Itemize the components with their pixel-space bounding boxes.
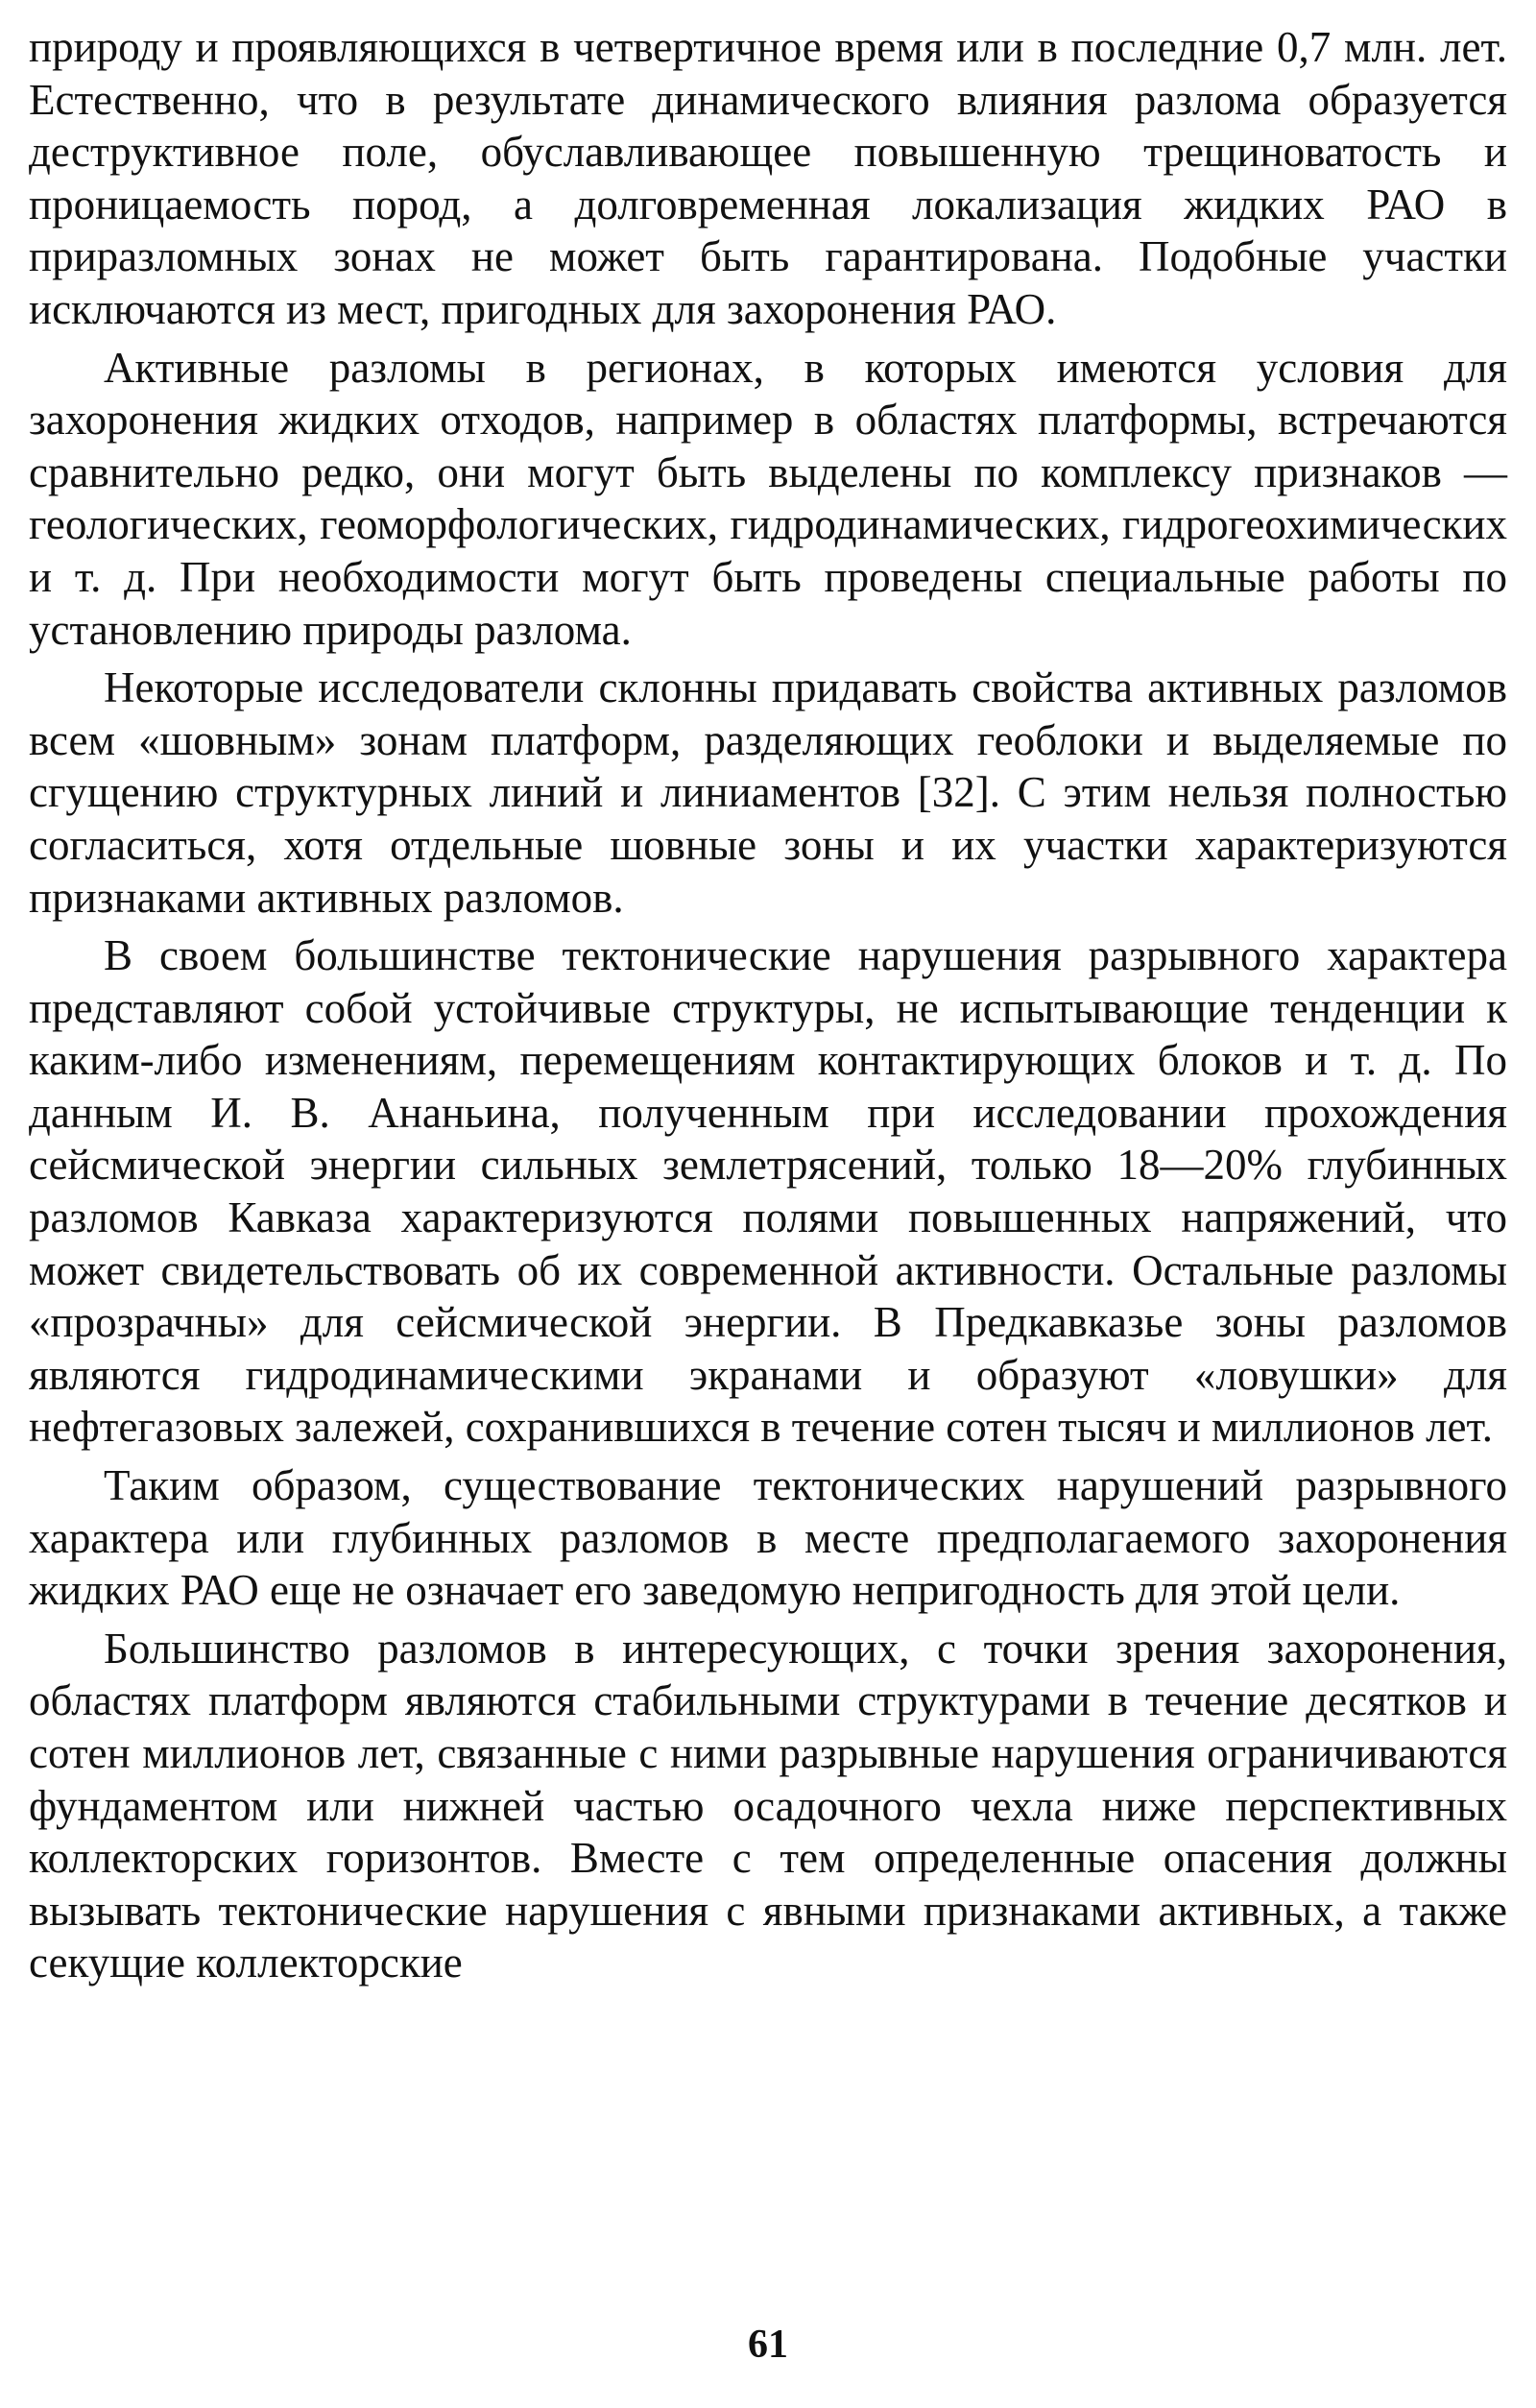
paragraph-5: Таким образом, существование тектонических нарушений разрывного характера или глубинных разломов в месте предполагаемого захоронения жидких РАО еще не означает его заведомую непригодность для этой цели.	[29, 1461, 1507, 1615]
page-number: 61	[748, 2323, 788, 2367]
page-body	[29, 21, 1507, 1989]
paragraph-3: Некоторые исследователи склонны придавать свойства активных разломов всем «шовным» зонам платформ, разделяющих геоблоки и выделяемые по сгущению структурных линий и линиаментов [32]. С этим нельзя полностью согласиться, хотя отдельные шовные зоны и их участки характеризуются признаками активных разломов.	[29, 663, 1507, 922]
paragraph-1: природу и проявляющихся в четвертичное время или в последние 0,7 млн. лет. Естественно, что в результате динамического влияния разлома образуется деструктивное поле, обуславливающее повышенную трещиноватость и проницаемость пород, а долговременная локализация жидких РАО в приразломных зонах не может быть гарантирована. Подобные участки исключаются из мест, пригодных для захоронения РАО.	[29, 23, 1507, 333]
paragraph-6: Большинство разломов в интересующих, с точки зрения захоронения, областях платформ являются стабильными структурами в течение десятков и сотен миллионов лет, связанные с ними разрывные нарушения ограничиваются фундаментом или нижней частью осадочного чехла ниже перспективных коллекторских горизонтов. Вместе с тем определенные опасения должны вызывать тектонические нарушения с явными признаками активных, а также секущие коллекторские	[29, 1624, 1507, 1987]
paragraph-2: Активные разломы в регионах, в которых имеются условия для захоронения жидких отходов, например в областях платформы, встречаются сравнительно редко, они могут быть выделены по комплексу признаков — геологических, геоморфологических, гидродинамических, гидрогеохимических и т. д. При необходимости могут быть проведены специальные работы по установлению природы разлома.	[29, 343, 1507, 654]
paragraph-4: В своем большинстве тектонические нарушения разрывного характера представляют собой устойчивые структуры, не испытывающие тенденции к каким-либо изменениям, перемещениям контактирующих блоков и т. д. По данным И. В. Ананьина, полученным при исследовании прохождения сейсмической энергии сильных землетрясений, только 18—20% глубинных разломов Кавказа характеризуются полями повышенных напряжений, что может свидетельствовать об их современной активности. Остальные разломы «прозрачны» для сейсмической энергии. В Предкавказье зоны разломов являются гидродинамическими экранами и образуют «ловушки» для нефтегазовых залежей, сохранившихся в течение сотен тысяч и миллионов лет.	[29, 931, 1507, 1452]
